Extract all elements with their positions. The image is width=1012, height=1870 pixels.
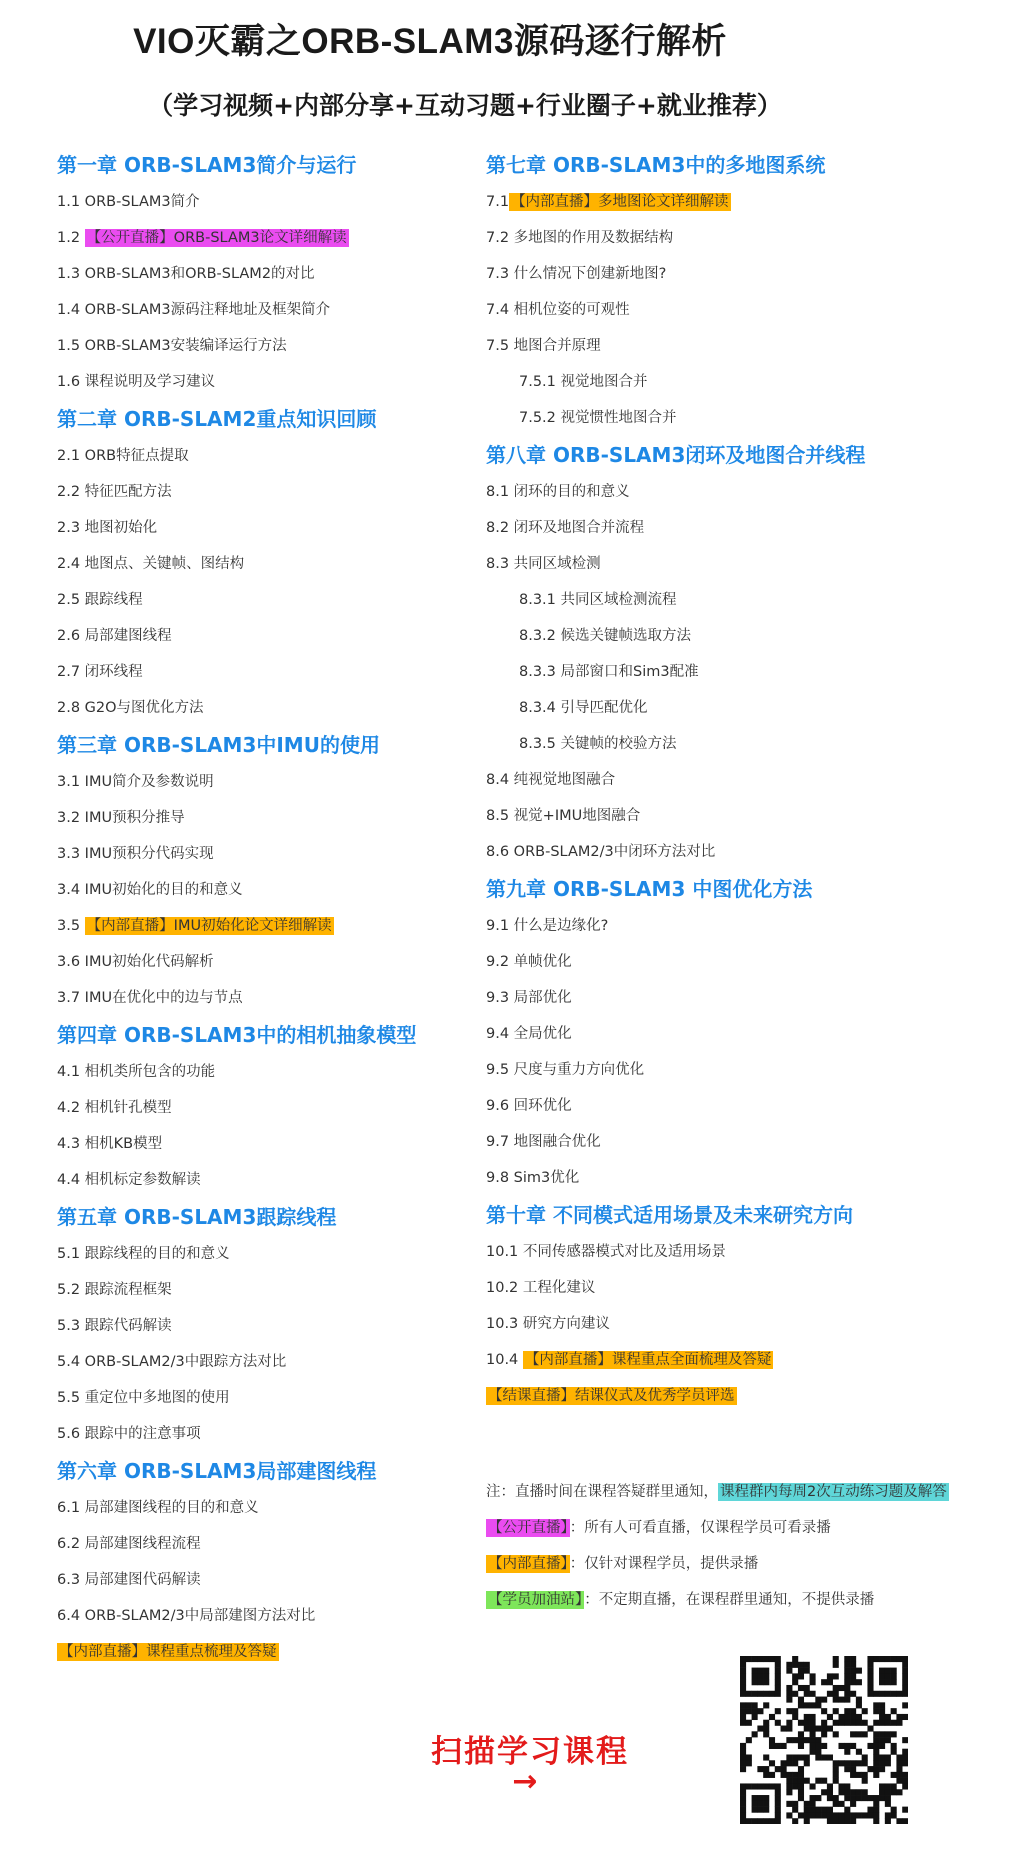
- toc-item-number: 1.2: [57, 230, 85, 246]
- toc-item: 2.5 跟踪线程: [57, 592, 143, 608]
- chapter-heading: 第五章 ORB-SLAM3跟踪线程: [57, 1205, 337, 1229]
- highlight-badge: 【内部直播】课程重点梳理及答疑: [59, 1644, 277, 1660]
- toc-item: 3.1 IMU简介及参数说明: [57, 774, 214, 790]
- scan-prompt: 扫描学习课程: [431, 1734, 629, 1770]
- toc-item: 1.1 ORB-SLAM3简介: [57, 194, 200, 210]
- toc-item: 4.1 相机类所包含的功能: [57, 1064, 216, 1080]
- legend-notes: [486, 1474, 1006, 1618]
- toc-subitem: 8.3.1 共同区域检测流程: [519, 592, 677, 608]
- toc-subitem: 7.5.2 视觉惯性地图合并: [519, 410, 677, 426]
- arrow-right-icon: →: [512, 1764, 538, 1799]
- toc-item: 6.1 局部建图线程的目的和意义: [57, 1500, 259, 1516]
- toc-item: 2.6 局部建图线程: [57, 628, 172, 644]
- toc-item: [57, 1634, 527, 1670]
- toc-item: [486, 184, 956, 220]
- toc-item: 2.4 地图点、关键帧、图结构: [57, 556, 245, 572]
- toc-item: [57, 220, 527, 256]
- toc-item: 3.4 IMU初始化的目的和意义: [57, 882, 243, 898]
- toc-item-number: 7.1: [486, 194, 510, 210]
- chapter-heading: 第六章 ORB-SLAM3局部建图线程: [57, 1459, 377, 1483]
- toc-item: 7.3 什么情况下创建新地图?: [486, 266, 667, 282]
- note-text: ：仅针对课程学员，提供录播: [569, 1556, 759, 1572]
- toc-item: 7.5 地图合并原理: [486, 338, 601, 354]
- toc-item: 9.3 局部优化: [486, 990, 572, 1006]
- chapter-heading: 第七章 ORB-SLAM3中的多地图系统: [486, 153, 826, 177]
- toc-item: 1.6 课程说明及学习建议: [57, 374, 216, 390]
- highlight-badge: 【公开直播】ORB-SLAM3论文详细解读: [86, 230, 347, 246]
- toc-item: 3.3 IMU预积分代码实现: [57, 846, 214, 862]
- toc-item: 7.2 多地图的作用及数据结构: [486, 230, 674, 246]
- toc-item: 5.6 跟踪中的注意事项: [57, 1426, 201, 1442]
- legend-note: [486, 1582, 1006, 1618]
- note-text: ：所有人可看直播，仅课程学员可看录播: [569, 1520, 831, 1536]
- page-title: VIO灭霸之ORB-SLAM3源码逐行解析: [133, 22, 727, 61]
- toc-item: 4.3 相机KB模型: [57, 1136, 163, 1152]
- note-text: ：不定期直播，在课程群里通知，不提供录播: [584, 1592, 875, 1608]
- legend-note: [486, 1510, 1006, 1546]
- chapter-heading: 第九章 ORB-SLAM3 中图优化方法: [486, 877, 813, 901]
- highlight-badge: 课程群内每周2次互动练习题及解答: [720, 1484, 947, 1500]
- toc-item: 10.2 工程化建议: [486, 1280, 596, 1296]
- toc-item: 5.4 ORB-SLAM2/3中跟踪方法对比: [57, 1354, 287, 1370]
- legend-note: [486, 1474, 1006, 1510]
- toc-item: 6.2 局部建图线程流程: [57, 1536, 201, 1552]
- toc-item: 10.3 研究方向建议: [486, 1316, 610, 1332]
- toc-item: 2.2 特征匹配方法: [57, 484, 172, 500]
- highlight-badge: 【内部直播】多地图论文详细解读: [511, 194, 729, 210]
- toc-item: 9.7 地图融合优化: [486, 1134, 601, 1150]
- toc-item: 3.7 IMU在优化中的边与节点: [57, 990, 243, 1006]
- toc-item: 3.6 IMU初始化代码解析: [57, 954, 214, 970]
- page-subtitle: （学习视频+内部分享+互动习题+行业圈子+就业推荐）: [148, 91, 782, 120]
- toc-item-number: 10.4: [486, 1352, 523, 1368]
- chapter-heading: 第三章 ORB-SLAM3中IMU的使用: [57, 733, 380, 757]
- toc-subitem: 8.3.3 局部窗口和Sim3配准: [519, 664, 699, 680]
- toc-item: 6.3 局部建图代码解读: [57, 1572, 201, 1588]
- toc-item: 6.4 ORB-SLAM2/3中局部建图方法对比: [57, 1608, 316, 1624]
- toc-item: [57, 908, 527, 944]
- toc-item: 7.4 相机位姿的可观性: [486, 302, 630, 318]
- toc-item: 4.2 相机针孔模型: [57, 1100, 172, 1116]
- toc-item: 1.4 ORB-SLAM3源码注释地址及框架简介: [57, 302, 331, 318]
- toc-item-number: 3.5: [57, 918, 85, 934]
- toc-subitem: 7.5.1 视觉地图合并: [519, 374, 648, 390]
- toc-item: 1.5 ORB-SLAM3安装编译运行方法: [57, 338, 287, 354]
- toc-item: 2.8 G2O与图优化方法: [57, 700, 204, 716]
- toc-item: 8.3 共同区域检测: [486, 556, 601, 572]
- toc-item: 9.5 尺度与重力方向优化: [486, 1062, 645, 1078]
- toc-item: 9.4 全局优化: [486, 1026, 572, 1042]
- toc-item: 8.1 闭环的目的和意义: [486, 484, 630, 500]
- note-text: 注：直播时间在课程答疑群里通知，: [486, 1484, 718, 1500]
- toc-item: 5.5 重定位中多地图的使用: [57, 1390, 230, 1406]
- toc-item: 9.8 Sim3优化: [486, 1170, 580, 1186]
- toc-item: 9.1 什么是边缘化?: [486, 918, 609, 934]
- toc-item: 2.3 地图初始化: [57, 520, 158, 536]
- toc-item: 5.2 跟踪流程框架: [57, 1282, 172, 1298]
- toc-item: [486, 1378, 956, 1414]
- toc-item: 2.7 闭环线程: [57, 664, 143, 680]
- toc-item: 8.4 纯视觉地图融合: [486, 772, 616, 788]
- legend-note: [486, 1546, 1006, 1582]
- toc-subitem: 8.3.5 关键帧的校验方法: [519, 736, 677, 752]
- toc-item: 10.1 不同传感器模式对比及适用场景: [486, 1244, 726, 1260]
- chapter-heading: 第四章 ORB-SLAM3中的相机抽象模型: [57, 1023, 417, 1047]
- chapter-heading: 第二章 ORB-SLAM2重点知识回顾: [57, 407, 377, 431]
- highlight-badge: 【内部直播】课程重点全面梳理及答疑: [524, 1352, 772, 1368]
- highlight-badge: 【学员加油站】: [488, 1592, 583, 1608]
- toc-item: 2.1 ORB特征点提取: [57, 448, 189, 464]
- toc-item: 5.3 跟踪代码解读: [57, 1318, 172, 1334]
- right-column: [486, 146, 956, 1414]
- highlight-badge: 【结课直播】结课仪式及优秀学员评选: [488, 1388, 735, 1404]
- toc-item: 5.1 跟踪线程的目的和意义: [57, 1246, 230, 1262]
- left-column: [57, 146, 527, 1670]
- toc-item: 3.2 IMU预积分推导: [57, 810, 185, 826]
- toc-item: [486, 1342, 956, 1378]
- chapter-heading: 第十章 不同模式适用场景及未来研究方向: [486, 1203, 853, 1227]
- chapter-heading: 第八章 ORB-SLAM3闭环及地图合并线程: [486, 443, 866, 467]
- toc-item: 8.6 ORB-SLAM2/3中闭环方法对比: [486, 844, 716, 860]
- toc-item: 1.3 ORB-SLAM3和ORB-SLAM2的对比: [57, 266, 315, 282]
- toc-subitem: 8.3.2 候选关键帧选取方法: [519, 628, 692, 644]
- highlight-badge: 【公开直播】: [488, 1520, 568, 1536]
- highlight-badge: 【内部直播】: [488, 1556, 568, 1572]
- highlight-badge: 【内部直播】IMU初始化论文详细解读: [86, 918, 332, 934]
- toc-item: 8.2 闭环及地图合并流程: [486, 520, 645, 536]
- toc-item: 4.4 相机标定参数解读: [57, 1172, 201, 1188]
- toc-item: 9.2 单帧优化: [486, 954, 572, 970]
- chapter-heading: 第一章 ORB-SLAM3简介与运行: [57, 153, 357, 177]
- qr-code[interactable]: [740, 1656, 908, 1824]
- toc-subitem: 8.3.4 引导匹配优化: [519, 700, 648, 716]
- toc-item: 9.6 回环优化: [486, 1098, 572, 1114]
- toc-item: 8.5 视觉+IMU地图融合: [486, 808, 641, 824]
